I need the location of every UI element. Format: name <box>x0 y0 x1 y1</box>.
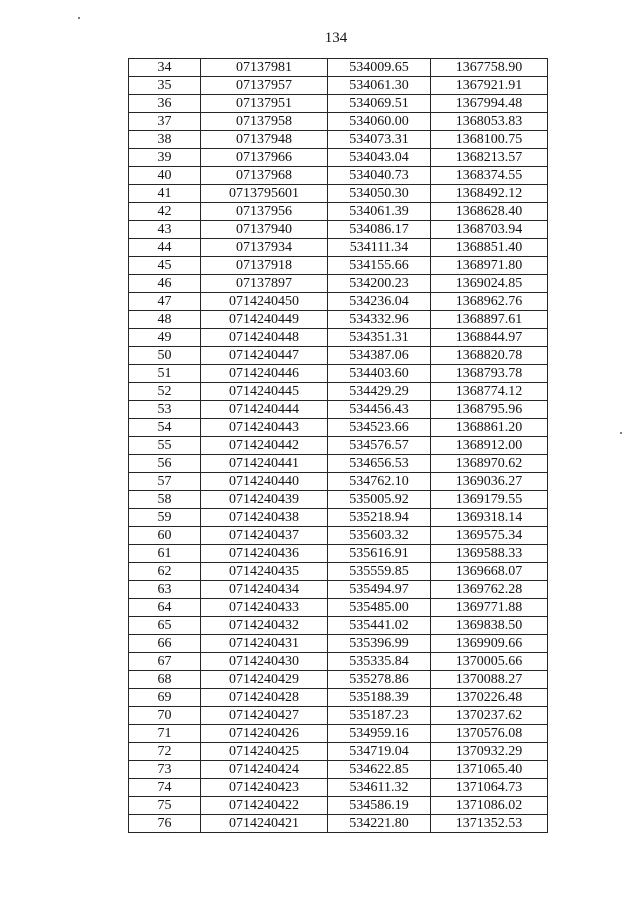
cell-point-id: 0714240434 <box>201 581 328 599</box>
table-row <box>129 455 548 473</box>
table-row <box>129 689 548 707</box>
cell-y-coordinate: 1369588.33 <box>431 545 548 563</box>
cell-x-coordinate: 534523.66 <box>328 419 431 437</box>
cell-x-coordinate: 535603.32 <box>328 527 431 545</box>
cell-x-coordinate: 535494.97 <box>328 581 431 599</box>
cell-x-coordinate: 534332.96 <box>328 311 431 329</box>
cell-point-number: 73 <box>129 761 201 779</box>
cell-point-number: 58 <box>129 491 201 509</box>
table-row <box>129 383 548 401</box>
table-row <box>129 725 548 743</box>
table-row <box>129 743 548 761</box>
cell-x-coordinate: 535559.85 <box>328 563 431 581</box>
cell-x-coordinate: 534061.39 <box>328 203 431 221</box>
cell-x-coordinate: 534111.34 <box>328 239 431 257</box>
cell-point-number: 51 <box>129 365 201 383</box>
cell-point-id: 0714240435 <box>201 563 328 581</box>
cell-point-number: 48 <box>129 311 201 329</box>
cell-x-coordinate: 534061.30 <box>328 77 431 95</box>
cell-point-number: 57 <box>129 473 201 491</box>
cell-x-coordinate: 535005.92 <box>328 491 431 509</box>
cell-x-coordinate: 535187.23 <box>328 707 431 725</box>
cell-point-number: 60 <box>129 527 201 545</box>
cell-x-coordinate: 535335.84 <box>328 653 431 671</box>
cell-point-id: 0714240446 <box>201 365 328 383</box>
cell-point-number: 45 <box>129 257 201 275</box>
cell-x-coordinate: 535485.00 <box>328 599 431 617</box>
cell-point-number: 62 <box>129 563 201 581</box>
cell-point-id: 0714240450 <box>201 293 328 311</box>
cell-point-number: 49 <box>129 329 201 347</box>
table-row <box>129 95 548 113</box>
cell-y-coordinate: 1368795.96 <box>431 401 548 419</box>
cell-x-coordinate: 534009.65 <box>328 59 431 77</box>
cell-x-coordinate: 535441.02 <box>328 617 431 635</box>
table-row <box>129 257 548 275</box>
cell-point-id: 07137958 <box>201 113 328 131</box>
cell-point-number: 54 <box>129 419 201 437</box>
cell-point-number: 47 <box>129 293 201 311</box>
cell-x-coordinate: 534456.43 <box>328 401 431 419</box>
cell-x-coordinate: 534719.04 <box>328 743 431 761</box>
cell-point-number: 52 <box>129 383 201 401</box>
cell-y-coordinate: 1371086.02 <box>431 797 548 815</box>
cell-y-coordinate: 1368851.40 <box>431 239 548 257</box>
cell-point-number: 41 <box>129 185 201 203</box>
cell-point-id: 0714240425 <box>201 743 328 761</box>
cell-point-id: 0714240430 <box>201 653 328 671</box>
table-row <box>129 77 548 95</box>
cell-y-coordinate: 1370088.27 <box>431 671 548 689</box>
cell-point-id: 07137968 <box>201 167 328 185</box>
cell-point-number: 67 <box>129 653 201 671</box>
cell-point-number: 42 <box>129 203 201 221</box>
coordinates-table <box>128 58 548 833</box>
cell-point-number: 38 <box>129 131 201 149</box>
scan-speck <box>620 432 622 434</box>
table-row <box>129 563 548 581</box>
cell-y-coordinate: 1368703.94 <box>431 221 548 239</box>
cell-y-coordinate: 1371065.40 <box>431 761 548 779</box>
cell-point-id: 0713795601 <box>201 185 328 203</box>
cell-y-coordinate: 1368793.78 <box>431 365 548 383</box>
table-row <box>129 707 548 725</box>
table-row <box>129 167 548 185</box>
cell-x-coordinate: 535396.99 <box>328 635 431 653</box>
table-row <box>129 365 548 383</box>
cell-point-number: 40 <box>129 167 201 185</box>
cell-x-coordinate: 534086.17 <box>328 221 431 239</box>
cell-y-coordinate: 1369318.14 <box>431 509 548 527</box>
cell-point-id: 0714240428 <box>201 689 328 707</box>
cell-point-number: 34 <box>129 59 201 77</box>
cell-y-coordinate: 1370005.66 <box>431 653 548 671</box>
cell-x-coordinate: 534043.04 <box>328 149 431 167</box>
cell-point-id: 07137981 <box>201 59 328 77</box>
table-row <box>129 437 548 455</box>
cell-point-number: 36 <box>129 95 201 113</box>
table-row <box>129 527 548 545</box>
cell-point-id: 0714240421 <box>201 815 328 833</box>
cell-point-id: 07137940 <box>201 221 328 239</box>
cell-point-id: 0714240424 <box>201 761 328 779</box>
cell-point-number: 39 <box>129 149 201 167</box>
cell-y-coordinate: 1368213.57 <box>431 149 548 167</box>
cell-x-coordinate: 534073.31 <box>328 131 431 149</box>
cell-point-id: 0714240433 <box>201 599 328 617</box>
cell-point-number: 46 <box>129 275 201 293</box>
cell-x-coordinate: 534236.04 <box>328 293 431 311</box>
page-number: 134 <box>324 30 348 46</box>
cell-x-coordinate: 534060.00 <box>328 113 431 131</box>
cell-x-coordinate: 535616.91 <box>328 545 431 563</box>
cell-point-id: 0714240426 <box>201 725 328 743</box>
table-row <box>129 149 548 167</box>
cell-y-coordinate: 1368053.83 <box>431 113 548 131</box>
cell-point-id: 07137897 <box>201 275 328 293</box>
table-row <box>129 203 548 221</box>
cell-point-id: 0714240442 <box>201 437 328 455</box>
cell-point-number: 53 <box>129 401 201 419</box>
table-row <box>129 797 548 815</box>
cell-x-coordinate: 534050.30 <box>328 185 431 203</box>
table-row <box>129 401 548 419</box>
cell-point-number: 74 <box>129 779 201 797</box>
cell-point-id: 07137934 <box>201 239 328 257</box>
cell-y-coordinate: 1369762.28 <box>431 581 548 599</box>
cell-y-coordinate: 1369668.07 <box>431 563 548 581</box>
cell-point-number: 37 <box>129 113 201 131</box>
cell-y-coordinate: 1371352.53 <box>431 815 548 833</box>
cell-point-id: 0714240439 <box>201 491 328 509</box>
scan-speck <box>78 17 80 19</box>
cell-point-id: 0714240449 <box>201 311 328 329</box>
cell-point-number: 76 <box>129 815 201 833</box>
cell-x-coordinate: 534429.29 <box>328 383 431 401</box>
cell-x-coordinate: 534959.16 <box>328 725 431 743</box>
cell-y-coordinate: 1369024.85 <box>431 275 548 293</box>
cell-x-coordinate: 534351.31 <box>328 329 431 347</box>
cell-point-id: 0714240432 <box>201 617 328 635</box>
table-row <box>129 347 548 365</box>
cell-y-coordinate: 1368970.62 <box>431 455 548 473</box>
cell-point-number: 50 <box>129 347 201 365</box>
cell-y-coordinate: 1369838.50 <box>431 617 548 635</box>
cell-point-id: 07137951 <box>201 95 328 113</box>
table-row <box>129 311 548 329</box>
cell-y-coordinate: 1370932.29 <box>431 743 548 761</box>
table-row <box>129 509 548 527</box>
cell-point-id: 0714240423 <box>201 779 328 797</box>
table-row <box>129 131 548 149</box>
cell-y-coordinate: 1368374.55 <box>431 167 548 185</box>
cell-y-coordinate: 1368897.61 <box>431 311 548 329</box>
cell-y-coordinate: 1370576.08 <box>431 725 548 743</box>
cell-point-number: 69 <box>129 689 201 707</box>
table-row <box>129 761 548 779</box>
cell-point-number: 63 <box>129 581 201 599</box>
cell-point-number: 43 <box>129 221 201 239</box>
table-row <box>129 815 548 833</box>
cell-y-coordinate: 1368628.40 <box>431 203 548 221</box>
cell-point-number: 75 <box>129 797 201 815</box>
table-row <box>129 581 548 599</box>
cell-point-id: 0714240444 <box>201 401 328 419</box>
cell-y-coordinate: 1368971.80 <box>431 257 548 275</box>
table-row <box>129 275 548 293</box>
table-row <box>129 653 548 671</box>
cell-x-coordinate: 534762.10 <box>328 473 431 491</box>
cell-y-coordinate: 1369036.27 <box>431 473 548 491</box>
cell-y-coordinate: 1368492.12 <box>431 185 548 203</box>
cell-y-coordinate: 1368100.75 <box>431 131 548 149</box>
cell-point-number: 71 <box>129 725 201 743</box>
table-row <box>129 671 548 689</box>
cell-y-coordinate: 1369909.66 <box>431 635 548 653</box>
cell-point-id: 0714240422 <box>201 797 328 815</box>
cell-point-id: 07137966 <box>201 149 328 167</box>
cell-point-id: 07137957 <box>201 77 328 95</box>
cell-point-number: 44 <box>129 239 201 257</box>
cell-y-coordinate: 1370226.48 <box>431 689 548 707</box>
cell-point-number: 61 <box>129 545 201 563</box>
cell-x-coordinate: 534403.60 <box>328 365 431 383</box>
cell-point-number: 56 <box>129 455 201 473</box>
cell-x-coordinate: 534221.80 <box>328 815 431 833</box>
cell-y-coordinate: 1370237.62 <box>431 707 548 725</box>
table-row <box>129 113 548 131</box>
cell-point-number: 66 <box>129 635 201 653</box>
cell-y-coordinate: 1368861.20 <box>431 419 548 437</box>
table-row <box>129 329 548 347</box>
cell-x-coordinate: 534586.19 <box>328 797 431 815</box>
cell-x-coordinate: 534069.51 <box>328 95 431 113</box>
cell-y-coordinate: 1368962.76 <box>431 293 548 311</box>
cell-x-coordinate: 534622.85 <box>328 761 431 779</box>
cell-y-coordinate: 1368820.78 <box>431 347 548 365</box>
cell-point-id: 0714240448 <box>201 329 328 347</box>
cell-point-id: 0714240431 <box>201 635 328 653</box>
cell-x-coordinate: 534040.73 <box>328 167 431 185</box>
table-row <box>129 473 548 491</box>
cell-x-coordinate: 535278.86 <box>328 671 431 689</box>
table-row <box>129 221 548 239</box>
cell-y-coordinate: 1367758.90 <box>431 59 548 77</box>
cell-y-coordinate: 1369575.34 <box>431 527 548 545</box>
table-row <box>129 185 548 203</box>
cell-y-coordinate: 1368912.00 <box>431 437 548 455</box>
cell-point-id: 0714240443 <box>201 419 328 437</box>
cell-x-coordinate: 534576.57 <box>328 437 431 455</box>
cell-point-id: 0714240438 <box>201 509 328 527</box>
cell-y-coordinate: 1368774.12 <box>431 383 548 401</box>
table-row <box>129 599 548 617</box>
cell-point-number: 59 <box>129 509 201 527</box>
table-row <box>129 419 548 437</box>
cell-y-coordinate: 1367994.48 <box>431 95 548 113</box>
cell-y-coordinate: 1368844.97 <box>431 329 548 347</box>
cell-y-coordinate: 1369771.88 <box>431 599 548 617</box>
cell-point-id: 0714240440 <box>201 473 328 491</box>
table-row <box>129 635 548 653</box>
cell-point-number: 65 <box>129 617 201 635</box>
cell-point-id: 0714240437 <box>201 527 328 545</box>
table-row <box>129 779 548 797</box>
cell-point-number: 64 <box>129 599 201 617</box>
cell-x-coordinate: 534387.06 <box>328 347 431 365</box>
table-row <box>129 293 548 311</box>
cell-point-number: 35 <box>129 77 201 95</box>
cell-point-number: 68 <box>129 671 201 689</box>
cell-x-coordinate: 534611.32 <box>328 779 431 797</box>
table-row <box>129 545 548 563</box>
cell-y-coordinate: 1367921.91 <box>431 77 548 95</box>
table-row <box>129 239 548 257</box>
cell-point-number: 70 <box>129 707 201 725</box>
cell-point-id: 07137948 <box>201 131 328 149</box>
cell-x-coordinate: 534155.66 <box>328 257 431 275</box>
cell-point-id: 07137918 <box>201 257 328 275</box>
cell-point-id: 0714240445 <box>201 383 328 401</box>
cell-point-number: 55 <box>129 437 201 455</box>
cell-point-id: 0714240429 <box>201 671 328 689</box>
cell-y-coordinate: 1369179.55 <box>431 491 548 509</box>
cell-x-coordinate: 535218.94 <box>328 509 431 527</box>
table-row <box>129 491 548 509</box>
cell-x-coordinate: 535188.39 <box>328 689 431 707</box>
coordinates-table-body <box>129 59 548 833</box>
cell-x-coordinate: 534656.53 <box>328 455 431 473</box>
cell-point-id: 0714240436 <box>201 545 328 563</box>
cell-x-coordinate: 534200.23 <box>328 275 431 293</box>
cell-y-coordinate: 1371064.73 <box>431 779 548 797</box>
cell-point-id: 07137956 <box>201 203 328 221</box>
cell-point-id: 0714240427 <box>201 707 328 725</box>
table-row <box>129 59 548 77</box>
table-row <box>129 617 548 635</box>
cell-point-number: 72 <box>129 743 201 761</box>
cell-point-id: 0714240447 <box>201 347 328 365</box>
cell-point-id: 0714240441 <box>201 455 328 473</box>
